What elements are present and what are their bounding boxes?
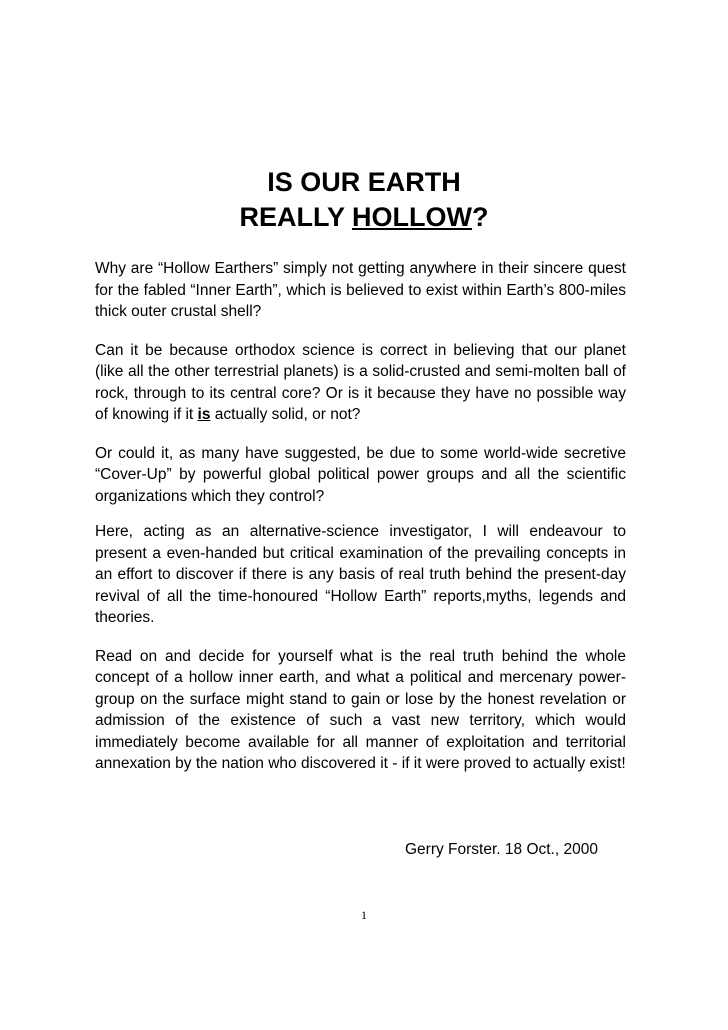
paragraph-4: Here, acting as an alternative-science investigator, I will endeavour to present a even-handed but critical examination of the prevailing concepts in an effort to discover if there is any basis of real truth behind the present-day revival of all the time-honoured “Hollow Earth” reports,myths, legends and theories. — [95, 523, 626, 626]
paragraph-5: Read on and decide for yourself what is the real truth behind the whole concept of a hollow inner earth, and what a political and mercenary power-group on the surface might stand to gain or lose by the honest revelation or admission of the existence of such a vast new territory, which would immediately become available for all manner of exploitation and territorial annexation by the nation who discovered it - if it were proved to actually exist! — [95, 647, 626, 772]
title-line-1-text: IS OUR EARTH — [267, 167, 461, 197]
title-line-1 — [0, 165, 728, 199]
title-underlined-word: HOLLOW — [352, 202, 473, 232]
page-number: 1 — [361, 908, 367, 922]
paragraph-1: Why are “Hollow Earthers” simply not getting anywhere in their sincere quest for the fabled “Inner Earth”, which is believed to exist within Earth’s 800-miles thick outer crustal shell? — [95, 260, 626, 320]
title-line-2-prefix: REALLY — [239, 202, 353, 232]
title-line-2-suffix: ? — [472, 202, 489, 232]
author-signature: Gerry Forster. 18 Oct., 2000 — [405, 841, 598, 858]
title-line-2 — [0, 200, 728, 234]
paragraph-2-text-before: Can it be because orthodox science is correct in believing that our planet (like all the other terrestrial planets) is a solid-crusted and semi-molten ball of rock, through to its central core? Or is it because they have no possible way of knowing if it — [95, 341, 626, 423]
paragraph-2 — [95, 340, 626, 426]
paragraph-2-text-after: actually solid, or not? — [210, 406, 361, 423]
paragraph-3: Or could it, as many have suggested, be due to some world-wide secretive “Cover-Up” by powerful global political power groups and all the scientific organizations which they control? — [95, 444, 626, 505]
body-text — [95, 258, 626, 792]
paragraph-2-emphasis: is — [197, 406, 211, 423]
